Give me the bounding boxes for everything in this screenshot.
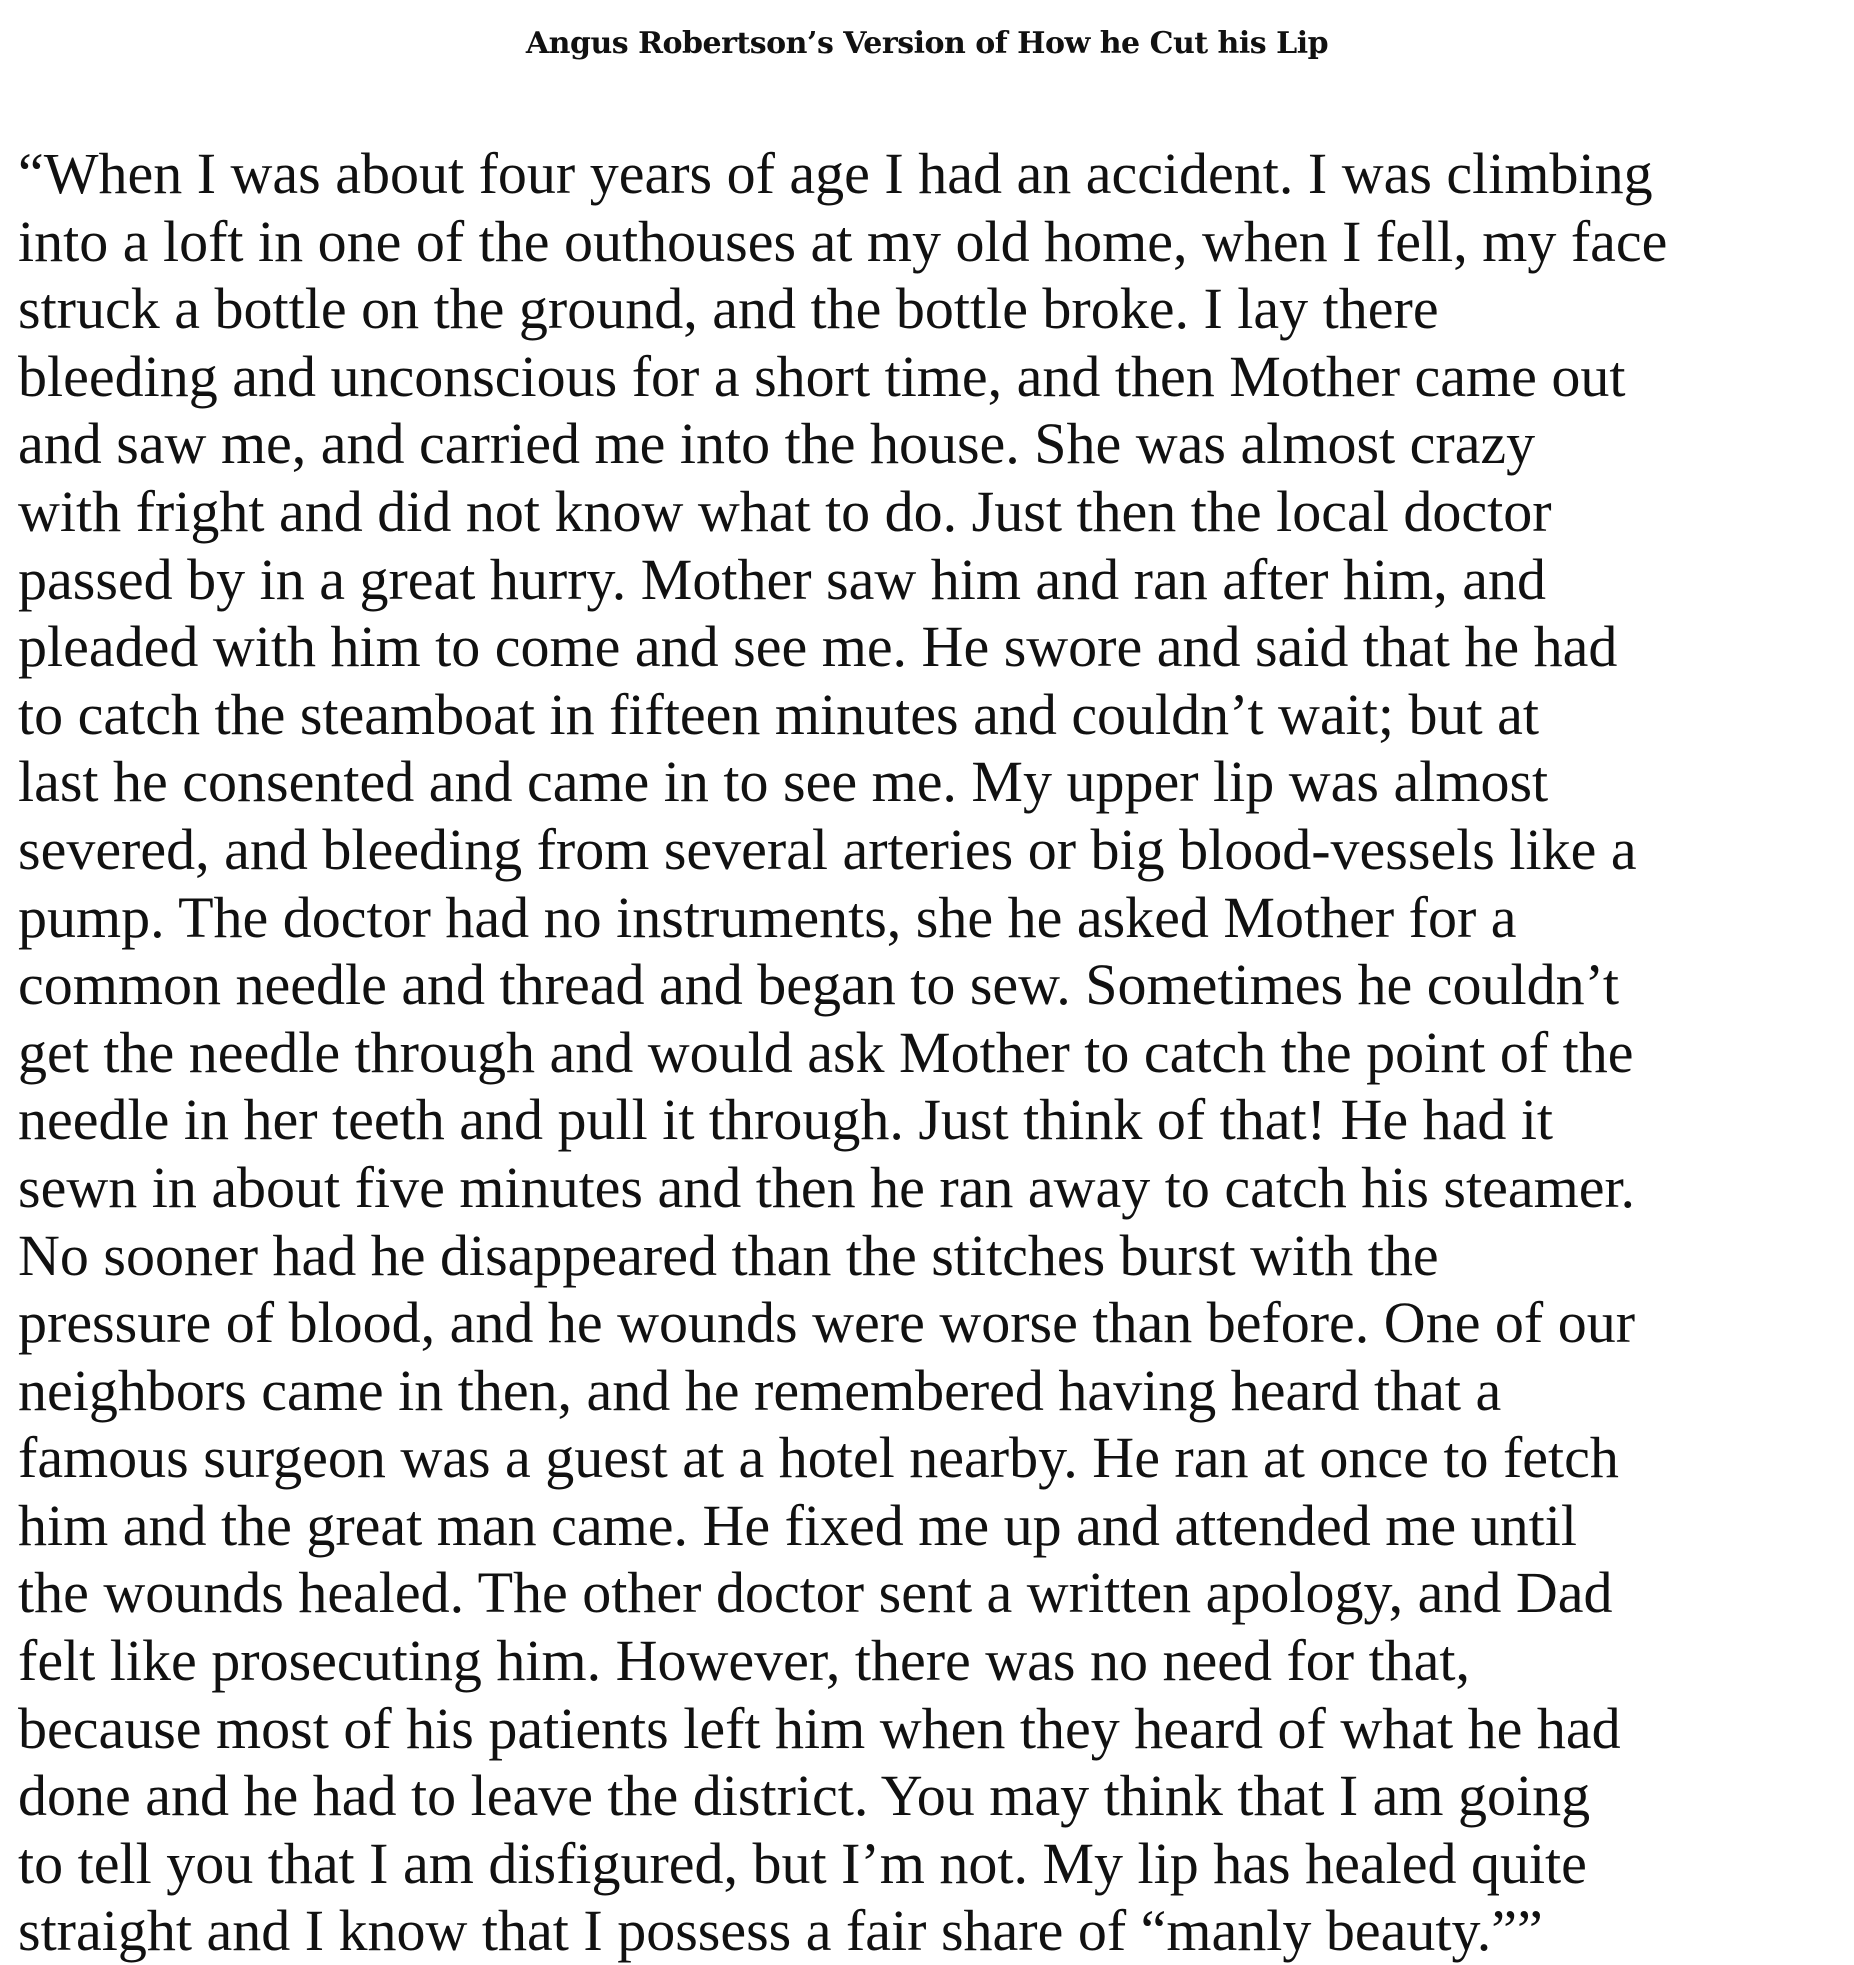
paragraph-line: pressure of blood, and he wounds were worse than before. One of our	[18, 1290, 1636, 1356]
paragraph-line: neighbors came in then, and he remembered having heard that a	[18, 1357, 1502, 1423]
paragraph-line: No sooner had he disappeared than the stitches burst with the	[18, 1222, 1439, 1288]
paragraph-line: and saw me, and carried me into the house. She was almost crazy	[18, 411, 1536, 477]
paragraph-line: straight and I know that I possess a fair share of “manly beauty.””	[18, 1898, 1543, 1964]
paragraph-line: to tell you that I am disfigured, but I’m not. My lip has healed quite	[18, 1830, 1587, 1896]
paragraph-line: because most of his patients left him when they heard of what he had	[18, 1695, 1621, 1761]
story-paragraph	[18, 140, 1848, 1965]
paragraph-line: famous surgeon was a guest at a hotel nearby. He ran at once to fetch	[18, 1425, 1619, 1491]
paragraph-line: the wounds healed. The other doctor sent a written apology, and Dad	[18, 1560, 1613, 1626]
paragraph-line: with fright and did not know what to do. Just then the local doctor	[18, 478, 1552, 544]
paragraph-line: pleaded with him to come and see me. He swore and said that he had	[18, 614, 1618, 680]
paragraph-line: bleeding and unconscious for a short time, and then Mother came out	[18, 343, 1626, 409]
paragraph-line: to catch the steamboat in fifteen minutes and couldn’t wait; but at	[18, 681, 1539, 747]
paragraph-line: common needle and thread and began to sew. Sometimes he couldn’t	[18, 952, 1620, 1018]
paragraph-line: struck a bottle on the ground, and the bottle broke. I lay there	[18, 276, 1439, 342]
document-title: Angus Robertson’s Version of How he Cut his Lip	[525, 26, 1329, 61]
paragraph-line: him and the great man came. He fixed me up and attended me until	[18, 1492, 1578, 1558]
paragraph-line: into a loft in one of the outhouses at my old home, when I fell, my face	[18, 208, 1668, 274]
paragraph-line: felt like prosecuting him. However, there was no need for that,	[18, 1628, 1471, 1694]
paragraph-line: get the needle through and would ask Mother to catch the point of the	[18, 1019, 1634, 1085]
paragraph-line: pump. The doctor had no instruments, she he asked Mother for a	[18, 884, 1517, 950]
paragraph-line: sewn in about five minutes and then he ran away to catch his steamer.	[18, 1154, 1636, 1220]
paragraph-line: needle in her teeth and pull it through. Just think of that! He had it	[18, 1087, 1554, 1153]
paragraph-line: “When I was about four years of age I had an accident. I was climbing	[18, 141, 1653, 206]
paragraph-line: last he consented and came in to see me. My upper lip was almost	[18, 749, 1549, 815]
paragraph-line: severed, and bleeding from several arteries or big blood-vessels like a	[18, 816, 1637, 882]
paragraph-line: passed by in a great hurry. Mother saw him and ran after him, and	[18, 546, 1546, 612]
paragraph-line: done and he had to leave the district. You may think that I am going	[18, 1763, 1591, 1829]
